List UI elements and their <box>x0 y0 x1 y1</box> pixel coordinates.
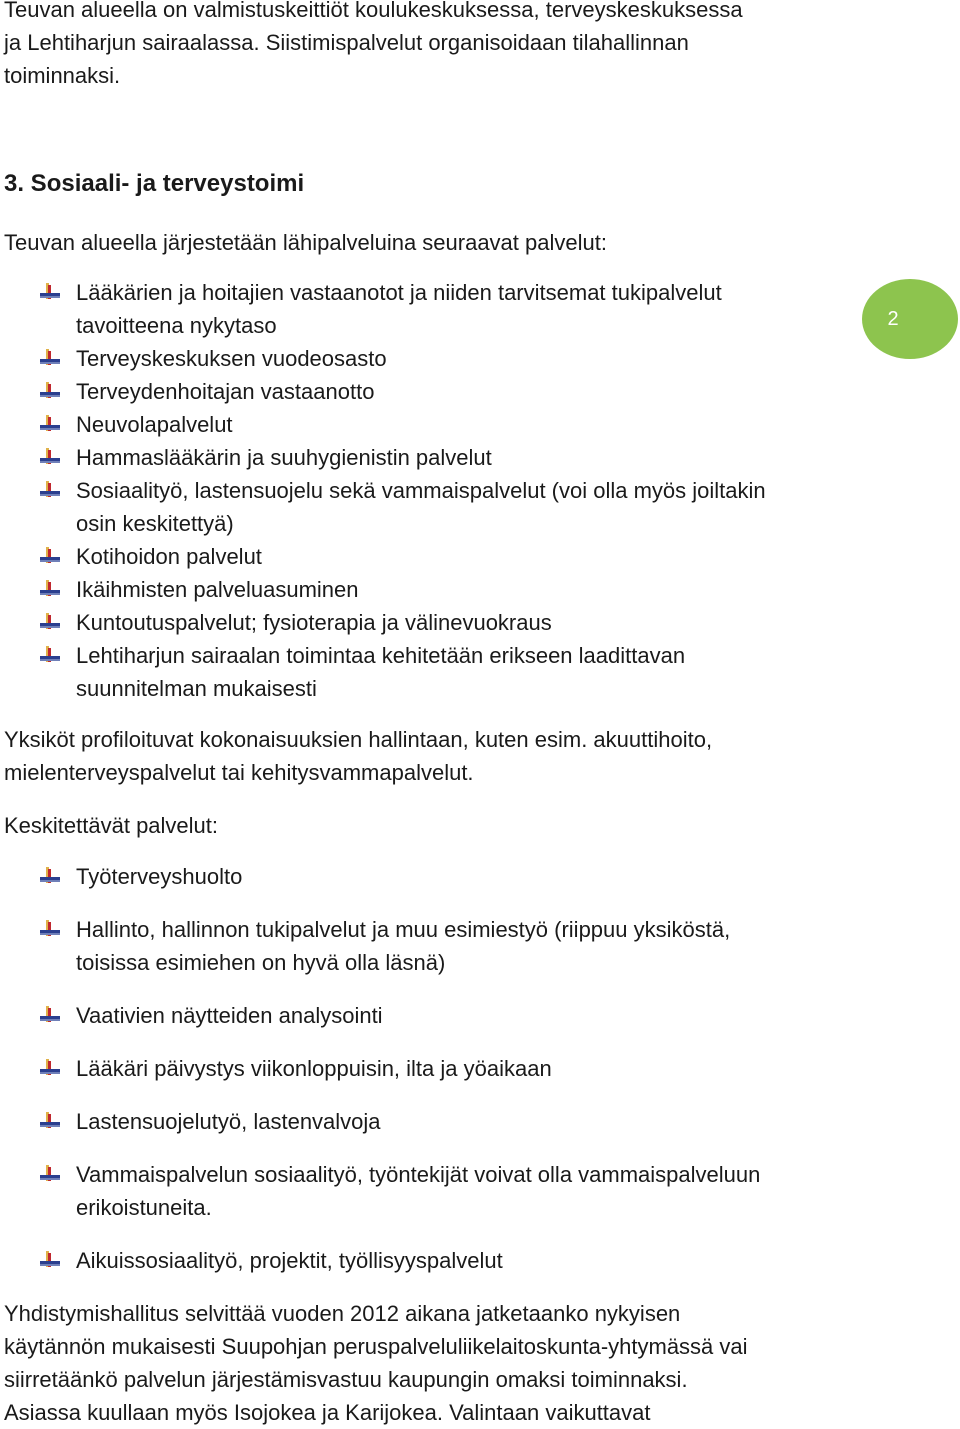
list-bullet-icon <box>40 547 60 565</box>
local-service-item-text: Lehtiharjun sairaalan toimintaa kehitetään erikseen laadittavan suunnitelman mukaisesti <box>76 643 686 701</box>
local-services-intro: Teuvan alueella järjestetään lähipalveluina seuraavat palvelut: <box>4 230 607 255</box>
centralized-intro: Keskitettävät palvelut: <box>4 813 219 838</box>
centralized-service-item <box>0 913 860 979</box>
local-service-item-text: Terveydenhoitajan vastaanotto <box>76 379 375 404</box>
local-service-item <box>0 408 860 441</box>
local-service-item <box>0 606 860 639</box>
centralized-service-item <box>0 860 860 893</box>
list-bullet-icon <box>40 1112 60 1130</box>
local-service-item-text: Lääkärien ja hoitajien vastaanotot ja niiden tarvitsemat tukipalvelut tavoitteena nykytaso <box>76 280 722 338</box>
local-service-item <box>0 540 860 573</box>
centralized-service-item <box>0 1052 860 1085</box>
local-service-item <box>0 276 860 342</box>
centralized-service-item <box>0 1105 860 1138</box>
centralized-service-item-text: Vaativien näytteiden analysointi <box>76 1003 383 1028</box>
list-bullet-icon <box>40 448 60 466</box>
local-service-item-text: Ikäihmisten palveluasuminen <box>76 577 359 602</box>
local-service-item-text: Kuntoutuspalvelut; fysioterapia ja välinevuokraus <box>76 610 552 635</box>
local-service-item <box>0 474 860 540</box>
list-bullet-icon <box>40 1165 60 1183</box>
centralized-service-item <box>0 999 860 1032</box>
list-bullet-icon <box>40 382 60 400</box>
centralized-service-item-text: Aikuissosiaalityö, projektit, työllisyyspalvelut <box>76 1248 503 1273</box>
list-bullet-icon <box>40 1059 60 1077</box>
closing-paragraph: Yhdistymishallitus selvittää vuoden 2012 aikana jatketaanko nykyisen käytännön mukaisesti Suupohjan peruspalveluliikelaitoskunta-yhtymässä vai siirretäänkö palvelun järjestämisvastuu kaupungin omaksi toiminnaksi. Asiassa kuullaan myös Isojokea ja Karijokea. Valintaan vaikuttavat <box>4 1301 748 1425</box>
local-service-item-text: Kotihoidon palvelut <box>76 544 262 569</box>
local-service-item-text: Terveyskeskuksen vuodeosasto <box>76 346 387 371</box>
local-service-item <box>0 441 860 474</box>
list-bullet-icon <box>40 613 60 631</box>
list-bullet-icon <box>40 481 60 499</box>
centralized-service-item <box>0 1244 860 1277</box>
centralized-service-item-text: Vammaispalvelun sosiaalityö, työntekijät voivat olla vammaispalveluun erikoistuneita. <box>76 1162 761 1220</box>
centralized-service-item-text: Hallinto, hallinnon tukipalvelut ja muu esimiestyö (riippuu yksiköstä, toisissa esimiehen on hyvä olla läsnä) <box>76 917 731 975</box>
local-service-item-text: Sosiaalityö, lastensuojelu sekä vammaispalvelut (voi olla myös joiltakin osin keskitettyä) <box>76 478 766 536</box>
centralized-services-list <box>0 860 860 1297</box>
section-heading: 3. Sosiaali- ja terveystoimi <box>4 170 305 197</box>
centralized-service-item-text: Lastensuojelutyö, lastenvalvoja <box>76 1109 381 1134</box>
list-bullet-icon <box>40 920 60 938</box>
local-services-list <box>0 276 860 705</box>
list-bullet-icon <box>40 1251 60 1269</box>
local-service-item <box>0 375 860 408</box>
list-bullet-icon <box>40 867 60 885</box>
list-bullet-icon <box>40 283 60 301</box>
local-service-item-text: Neuvolapalvelut <box>76 412 233 437</box>
local-service-item <box>0 342 860 375</box>
local-service-item-text: Hammaslääkärin ja suuhygienistin palvelut <box>76 445 492 470</box>
list-bullet-icon <box>40 415 60 433</box>
local-service-item <box>0 573 860 606</box>
list-bullet-icon <box>40 646 60 664</box>
centralized-service-item-text: Työterveyshuolto <box>76 864 243 889</box>
local-service-item <box>0 639 860 705</box>
list-bullet-icon <box>40 349 60 367</box>
intro-paragraph: Teuvan alueella on valmistuskeittiöt koulukeskuksessa, terveyskeskuksessa ja Lehtiharjun sairaalassa. Siistimispalvelut organisoidaan tilahallinnan toiminnaksi. <box>4 0 743 88</box>
units-paragraph: Yksiköt profiloituvat kokonaisuuksien hallintaan, kuten esim. akuuttihoito, mielenterveyspalvelut tai kehitysvammapalvelut. <box>4 727 713 785</box>
page-number-badge: 2 <box>862 279 958 359</box>
centralized-service-item-text: Lääkäri päivystys viikonloppuisin, ilta ja yöaikaan <box>76 1056 552 1081</box>
centralized-service-item <box>0 1158 860 1224</box>
list-bullet-icon <box>40 580 60 598</box>
list-bullet-icon <box>40 1006 60 1024</box>
